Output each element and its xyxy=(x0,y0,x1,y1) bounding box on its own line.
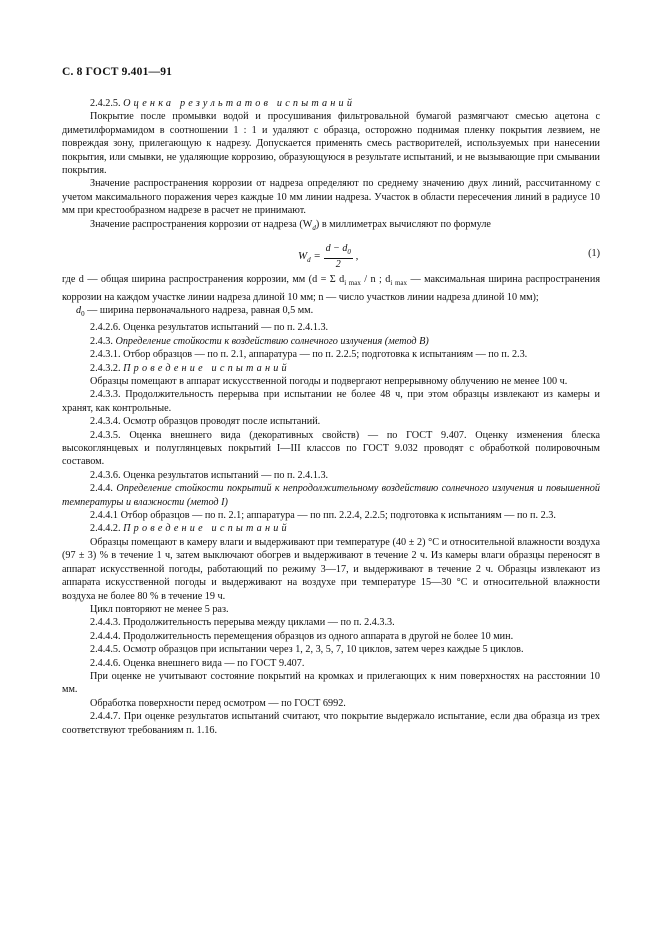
paragraph: 2.4.4.1 Отбор образцов — по п. 2.1; аппаратура — по пп. 2.2.4, 2.2.5; подготовка к испытаниям — по п. 2.3. xyxy=(90,510,556,522)
symbol: d xyxy=(76,304,82,316)
section-title: Определение стойкости покрытий к непродолжительному воздействию солнечного излучения и повышенной температуры и влажности (метод I) xyxy=(62,483,600,508)
text: d − d xyxy=(325,243,348,255)
section-title: Проведение испытаний xyxy=(123,523,290,535)
text: / n ; d xyxy=(364,274,391,286)
paragraph: 2.4.3.1. Отбор образцов — по п. 2.1, аппаратура — по п. 2.2.5; подготовка к испытаниям — по п. 2.3. xyxy=(90,349,528,361)
paragraph: 2.4.3.5. Оценка внешнего вида (декоративных свойств) — по ГОСТ 9.407. Оценку изменения блеска высокоглянцевых и полуглянцевых покрытий I—III классов по ГОСТ 9.032 проводят с обработкой полировочным составом. xyxy=(62,429,600,468)
paragraph: Обработка поверхности перед осмотром — по ГОСТ 6992. xyxy=(90,697,346,709)
section-heading xyxy=(62,362,600,375)
paragraph: 2.4.3.4. Осмотр образцов проводят после испытаний. xyxy=(90,416,321,428)
fraction-numerator xyxy=(324,243,353,259)
section-number: 2.4.4. xyxy=(90,483,113,495)
paragraph xyxy=(62,218,600,235)
subscript: i max xyxy=(344,279,361,288)
formula xyxy=(62,239,600,269)
section-heading xyxy=(62,482,600,509)
text: — ширина первоначального надреза, равная 0,5 мм. xyxy=(87,304,314,316)
section-number: 2.4.3. xyxy=(90,335,113,347)
section-title: Определение стойкости к воздействию солнечного излучения (метод В) xyxy=(115,335,429,347)
text: Значение распространения коррозии от надреза (W xyxy=(90,218,313,230)
paragraph: 2.4.4.6. Оценка внешнего вида — по ГОСТ 9.407. xyxy=(90,657,305,669)
section-title: Оценка результатов испытаний xyxy=(123,98,356,109)
paragraph: 2.4.4.4. Продолжительность перемещения образцов из одного аппарата в другой не более 10 мин. xyxy=(90,630,514,642)
paragraph: 2.4.4.3. Продолжительность перерыва между циклами — по п. 2.4.3.3. xyxy=(90,617,395,629)
text: ) в миллиметрах вычисляют по формуле xyxy=(315,218,491,230)
subscript: d xyxy=(312,223,316,232)
paragraph: 2.4.4.5. Осмотр образцов при испытании через 1, 2, 3, 5, 7, 10 циклов, затем через каждые 5 циклов. xyxy=(90,644,524,656)
paragraph: При оценке не учитывают состояние покрытий на кромках и прилегающих к ним поверхностях на расстоянии 10 мм. xyxy=(62,670,600,696)
text: где d — общая ширина распространения коррозии, мм (d = Σ d xyxy=(62,274,345,286)
definition xyxy=(62,304,600,321)
paragraph: Цикл повторяют не менее 5 раз. xyxy=(90,603,229,615)
section-heading xyxy=(62,97,600,110)
formula-number: (1) xyxy=(588,248,600,260)
section-number: 2.4.3.2. xyxy=(90,362,121,374)
section-heading xyxy=(62,335,600,348)
formula-expression: $W_d$ = $\frac{d - d_0}{2}$ , xyxy=(298,243,359,271)
paragraph: Значение распространения коррозии от надреза определяют по среднему значению двух линий, рассчитанному с учетом максимального поражения через каждые 10 мм линии надреза. Участок в области пересечения линий в радиусе 10 мм при крестообразном надрезе в расчет не принимают. xyxy=(62,178,600,217)
section-number: 2.4.4.2. xyxy=(90,523,121,535)
paragraph: Образцы помещают в камеру влаги и выдерживают при температуре (40 ± 2) °С и относительной влажности воздуха (97 ± 3) % в течение 1 ч, затем выключают обогрев и выдерживают в течение 2 ч. Из камеры влаги образцы переносят в аппарат искусственной погоды, работающий по режиму 3—17, и выдерживают в течение 2 ч. Образцы извлекают из аппарата искусственной погоды и выдерживают на воздухе при температуре 15—30 °С и относительной влажности воздуха не более 80 % в течение 19 ч. xyxy=(62,536,600,602)
fraction xyxy=(324,243,353,270)
paragraph: 2.4.2.6. Оценка результатов испытаний — по п. 2.4.1.3. xyxy=(90,322,329,334)
section-number: 2.4.2.5. xyxy=(90,98,121,109)
definition xyxy=(62,273,600,304)
formula-lhs: W xyxy=(298,250,308,263)
page-header: С. 8 ГОСТ 9.401—91 xyxy=(62,66,173,78)
subscript: 0 xyxy=(347,248,351,257)
document-body xyxy=(62,97,600,737)
paragraph: Образцы помещают в аппарат искусственной погоды и подвергают непрерывному облучению не менее 100 ч. xyxy=(90,376,568,387)
paragraph: 2.4.4.7. При оценке результатов испытаний считают, что покрытие выдержало испытание, если два образца из трех соответствуют требованиям п. 1.16. xyxy=(62,711,600,736)
paragraph: Покрытие после промывки водой и просушивания фильтровальной бумагой размягчают смесью ацетона с диметилформамидом в соотношении 1 : 1 и удаляют с образца, осторожно поднимая пленку покрытия лезвием, не повреждая зону, прилегающую к надрезу. Допускается применять смесь растворителей, используемых при нанесении покрытия, или смывки, не удаляющие коррозию, образующуюся в результате испытаний, и не вызывающие при смывании покрытия. xyxy=(62,111,600,177)
paragraph: 2.4.3.3. Продолжительность перерыва при испытании не более 48 ч, при этом образцы извлекают из камеры и хранят, как контрольные. xyxy=(62,389,600,414)
section-heading xyxy=(62,522,600,535)
text: — максимальная ширина распространения коррозии на каждом участке линии надреза длиной 10 мм; n — число участков линии надреза длиной 10 мм); xyxy=(62,274,600,303)
section-title: Проведение испытаний xyxy=(123,362,290,374)
paragraph: 2.4.3.6. Оценка результатов испытаний — по п. 2.4.1.3. xyxy=(90,469,329,481)
subscript: 0 xyxy=(81,309,85,318)
subscript: i max xyxy=(390,279,408,288)
subscript: d xyxy=(307,256,311,265)
fraction-denominator: 2 xyxy=(335,259,341,271)
